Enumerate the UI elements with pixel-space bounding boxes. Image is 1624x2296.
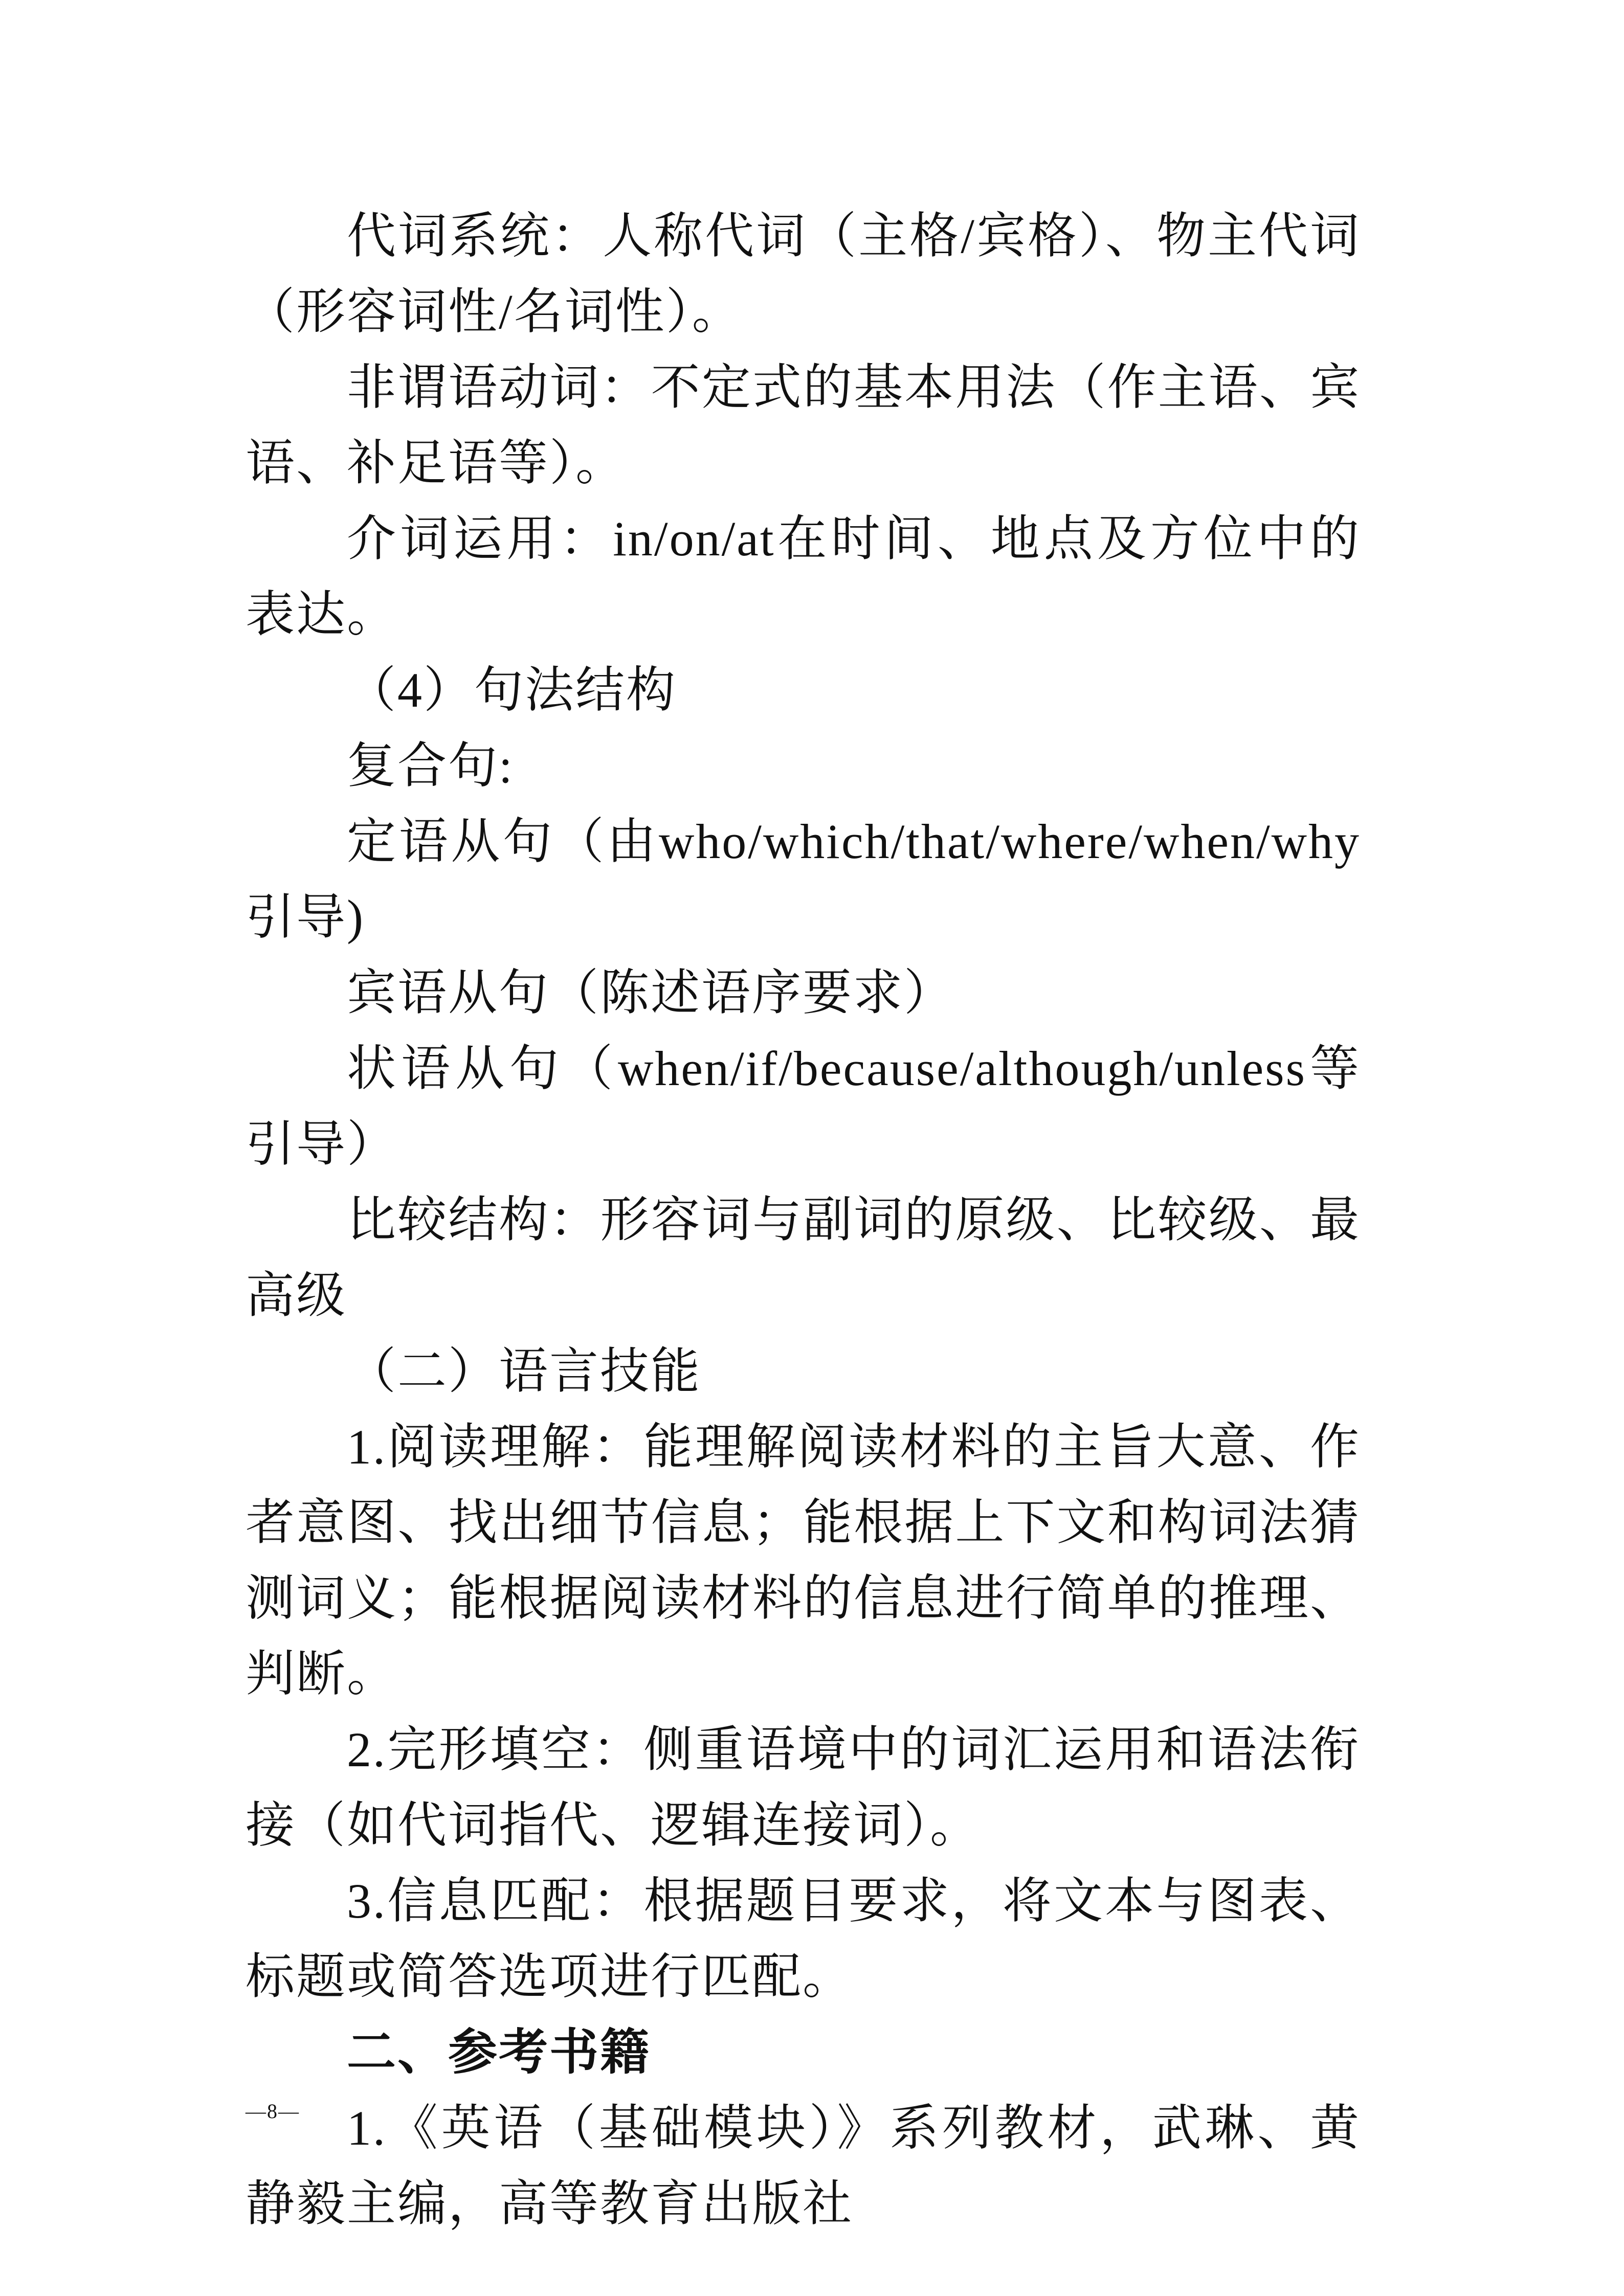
paragraph-object-clause: 宾语从句（陈述语序要求） <box>347 965 954 1020</box>
paragraph-attributive-clause: 定语从句（由who/which/that/where/when/why引导) <box>246 814 1361 944</box>
heading-syntax: （4）句法结构 <box>347 663 677 717</box>
paragraph-nonfinite-verbs: 非谓语动词：不定式的基本用法（作主语、宾语、补足语等）。 <box>246 360 1361 490</box>
paragraph-pronouns: 代词系统：人称代词（主格/宾格）、物主代词（形容词性/名词性）。 <box>246 209 1361 339</box>
document-body <box>246 198 1361 2242</box>
paragraph-reading: 1.阅读理解：能理解阅读材料的主旨大意、作者意图、找出细节信息；能根据上下文和构词法猜测词义；能根据阅读材料的信息进行简单的推理、判断。 <box>246 1420 1361 1701</box>
heading-language-skills: （二）语言技能 <box>347 1344 701 1399</box>
paragraph-book-1: 1.《英语（基础模块）》系列教材，武琳、黄静毅主编，高等教育出版社 <box>246 2101 1361 2231</box>
paragraph-cloze: 2.完形填空：侧重语境中的词汇运用和语法衔接（如代词指代、逻辑连接词）。 <box>246 1722 1361 1853</box>
paragraph-matching: 3.信息匹配：根据题目要求，将文本与图表、标题或简答选项进行匹配。 <box>246 1874 1361 2004</box>
paragraph-complex-sentence: 复合句: <box>347 738 514 793</box>
paragraph-comparison: 比较结构：形容词与副词的原级、比较级、最高级 <box>246 1192 1361 1323</box>
paragraph-prepositions: 介词运用：in/on/at在时间、地点及方位中的表达。 <box>246 511 1361 642</box>
heading-reference-books: 二、参考书籍 <box>347 2025 651 2080</box>
page-number: —8— <box>246 2100 300 2123</box>
paragraph-adverbial-clause: 状语从句（when/if/because/although/unless等引导） <box>246 1041 1361 1172</box>
